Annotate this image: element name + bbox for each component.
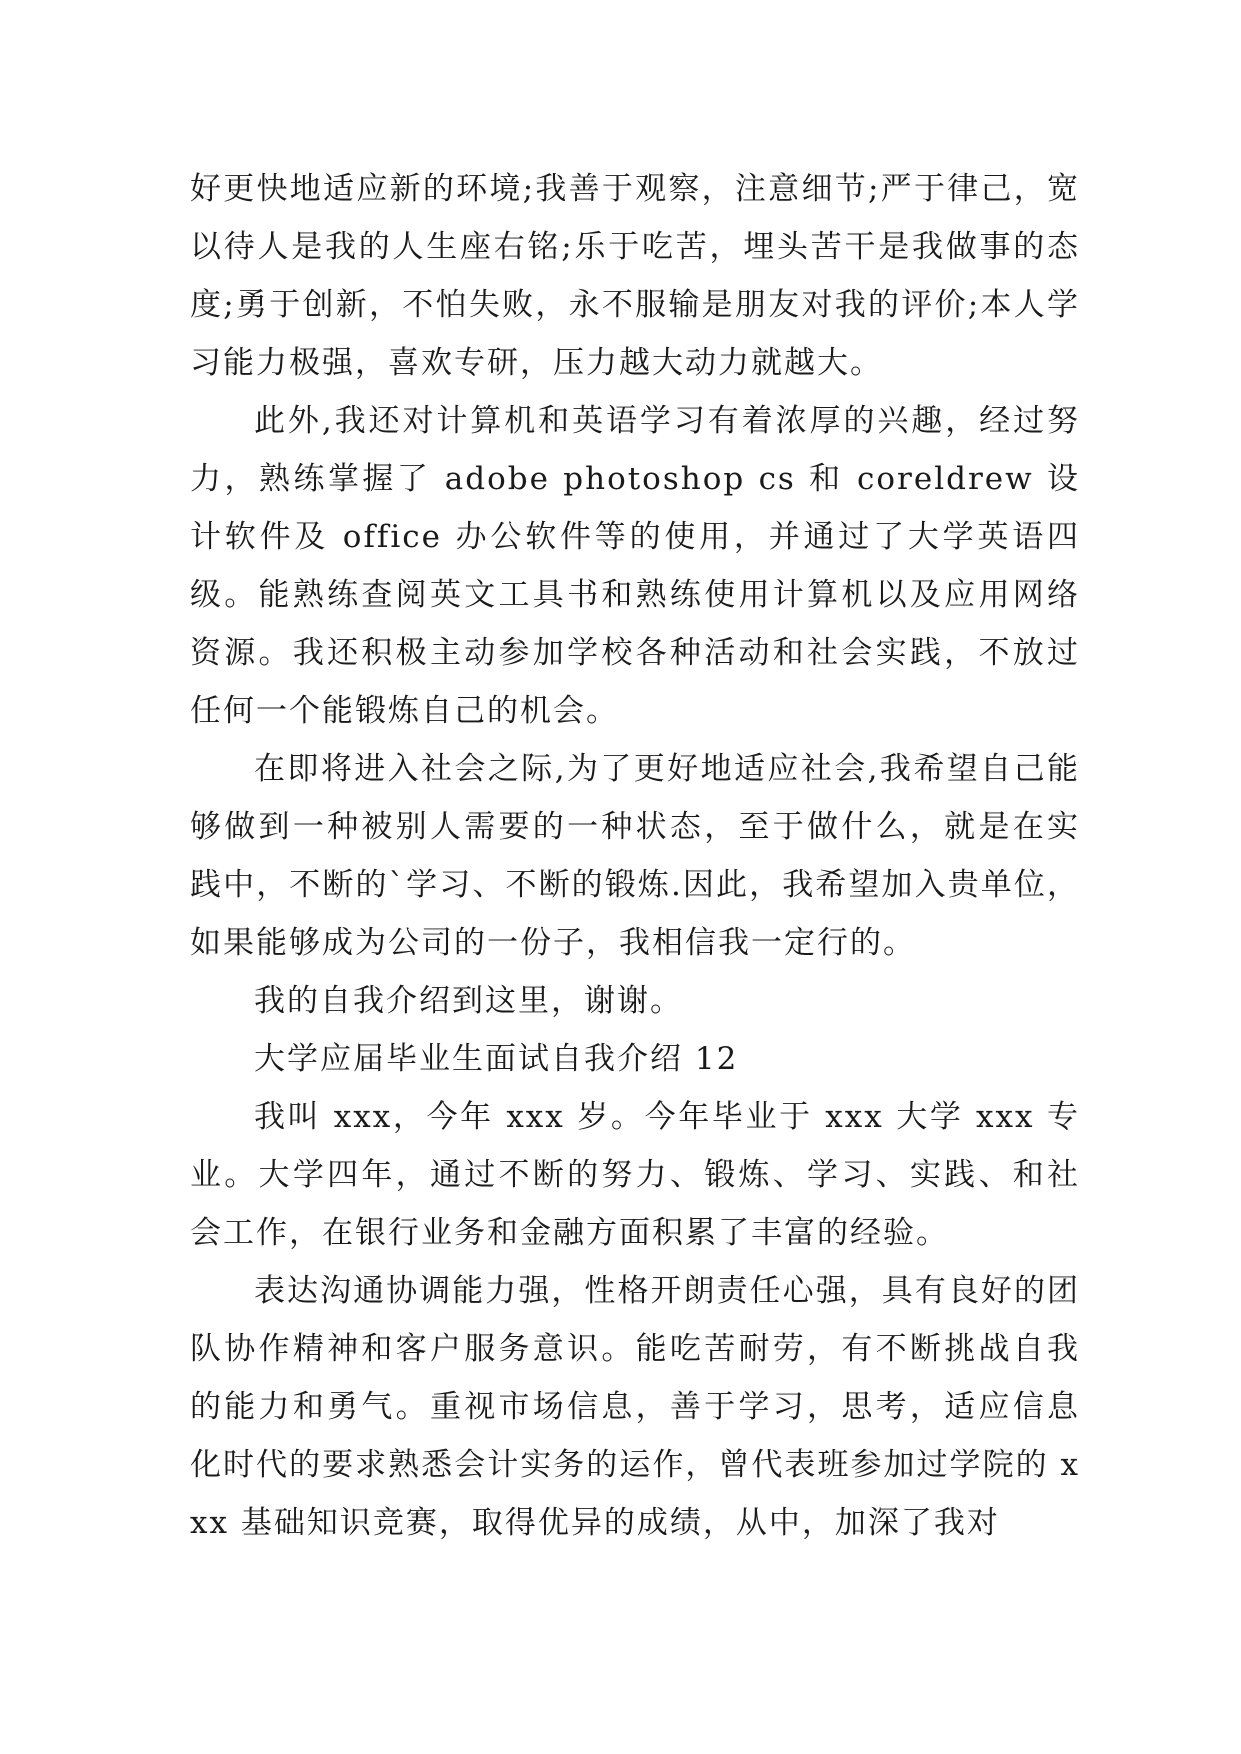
paragraph-introduction: 我叫 xxx，今年 xxx 岁。今年毕业于 xxx 大学 xxx 专业。大学四年，通过不断的努力、锻炼、学习、实践、和社会工作，在银行业务和金融方面积累了丰富的经验。 <box>190 1099 1080 1251</box>
paragraph-continuation: 好更快地适应新的环境;我善于观察，注意细节;严于律己，宽以待人是我的人生座右铭;乐于吃苦，埋头苦干是我做事的态度;勇于创新，不怕失败，永不服输是朋友对我的评价;本人学习能力极强，喜欢专研，压力越大动力就越大。 <box>190 171 1080 381</box>
section-heading: 大学应届毕业生面试自我介绍 12 <box>254 1041 739 1077</box>
paragraph-closing: 我的自我介绍到这里，谢谢。 <box>254 983 683 1019</box>
paragraph-abilities: 表达沟通协调能力强，性格开朗责任心强，具有良好的团队协作精神和客户服务意识。能吃苦耐劳，有不断挑战自我的能力和勇气。重视市场信息，善于学习，思考，适应信息化时代的要求熟悉会计实务的运作，曾代表班参加过学院的 xxx 基础知识竞赛，取得优异的成绩，从中，加深了我对 <box>190 1273 1080 1541</box>
document-body <box>190 160 1080 1552</box>
paragraph-computer-skills: 此外,我还对计算机和英语学习有着浓厚的兴趣，经过努力，熟练掌握了 adobe photoshop cs 和 coreldrew 设计软件及 office 办公软件等的使用，并通过了大学英语四级。能熟练查阅英文工具书和熟练使用计算机以及应用网络资源。我还积极主动参加学校各种活动和社会实践，不放过任何一个能锻炼自己的机会。 <box>190 403 1080 729</box>
paragraph-entering-society: 在即将进入社会之际,为了更好地适应社会,我希望自己能够做到一种被别人需要的一种状态，至于做什么，就是在实践中，不断的`学习、不断的锻炼.因此，我希望加入贵单位，如果能够成为公司的一份子，我相信我一定行的。 <box>190 751 1080 961</box>
